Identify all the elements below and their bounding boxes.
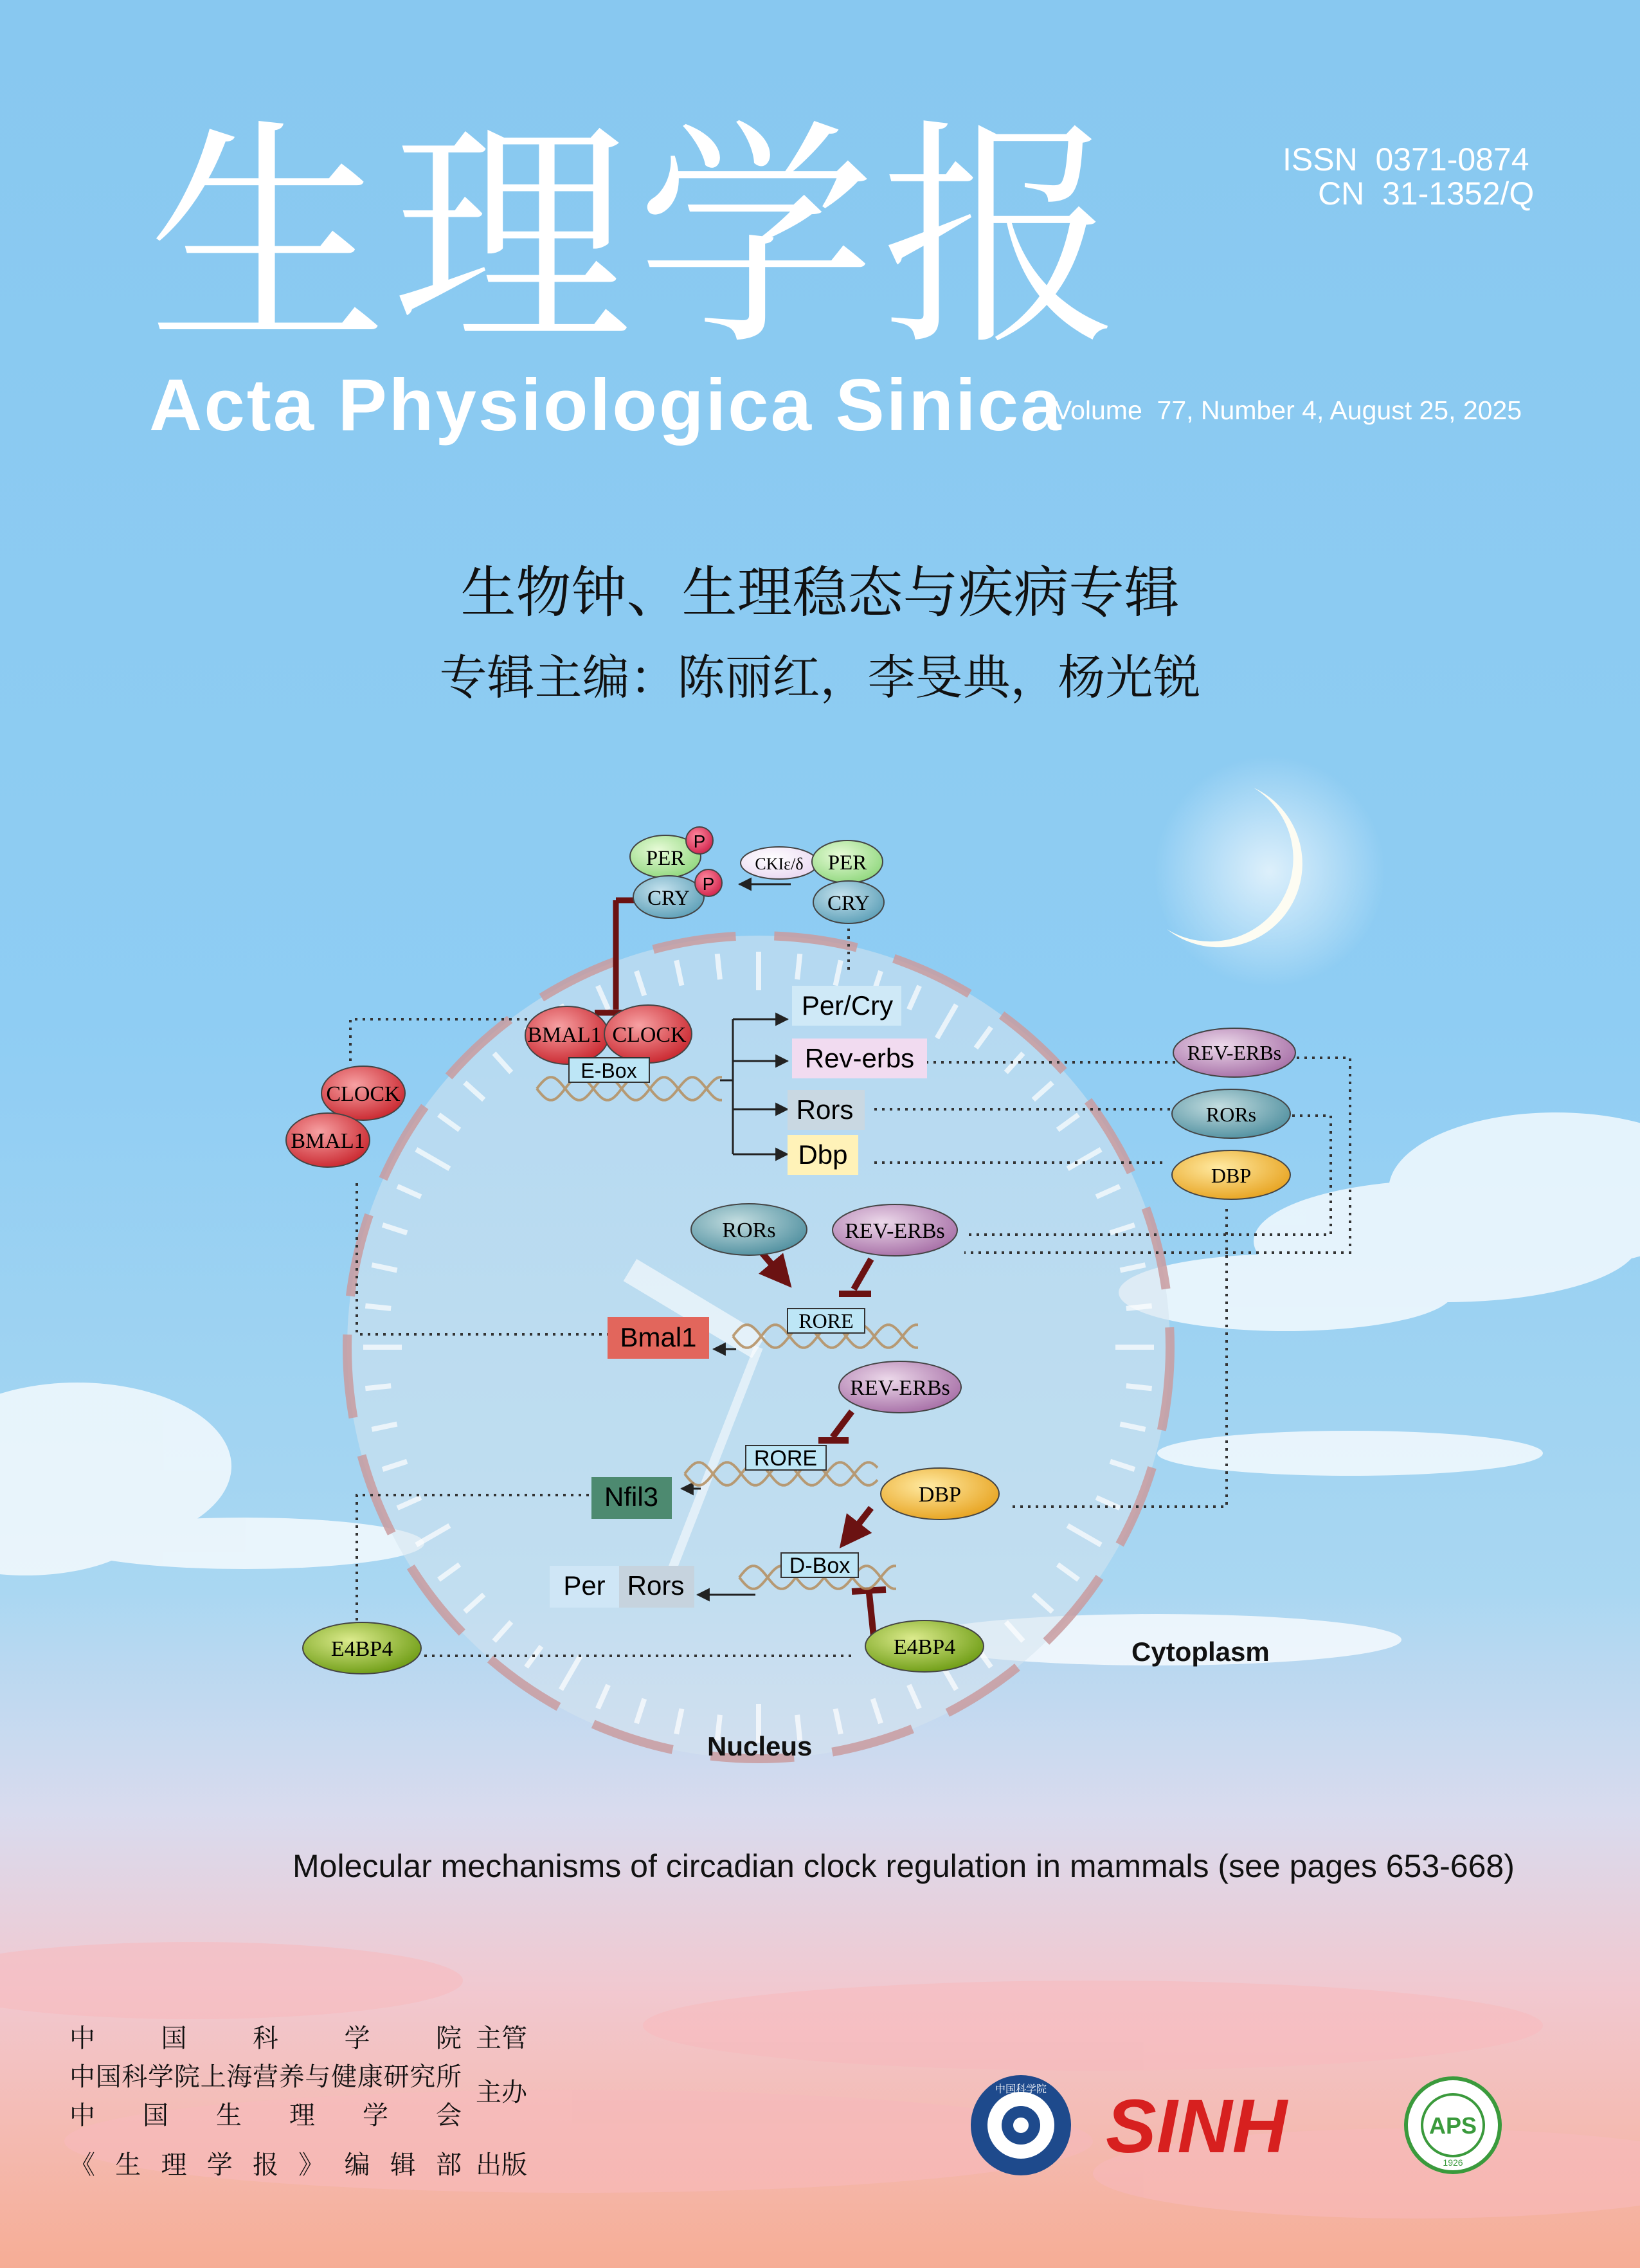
publisher-line-1: 中国科学院	[69, 2024, 462, 2053]
gene-rors: Rors	[796, 1094, 854, 1125]
rev-erbs-protein-right: REV-ERBs	[1187, 1041, 1282, 1064]
ckie-kinase: CKIε/δ	[755, 855, 804, 873]
gene-per: Per	[563, 1570, 606, 1601]
e4bp4-protein-right: E4BP4	[893, 1635, 956, 1659]
cytoplasm-label: Cytoplasm	[1131, 1637, 1270, 1667]
rore-element-2: RORE	[753, 1446, 818, 1471]
rev-erbs-protein-low: REV-ERBs	[850, 1376, 950, 1400]
cry-protein-right: CRY	[827, 892, 870, 915]
logos-row	[964, 2071, 1543, 2180]
cps-logo	[1406, 2078, 1500, 2172]
ckie-per-cry-complex	[741, 840, 884, 923]
cps-logo-text: APS	[1428, 2112, 1477, 2139]
publisher-line-4: 《生理学报》编辑部	[69, 2150, 462, 2180]
gene-rev-erbs: Rev-erbs	[804, 1043, 915, 1073]
cn-number: CN 31-1352/Q	[1318, 175, 1535, 212]
clock-protein-cytoplasm: CLOCK	[326, 1082, 401, 1106]
publisher-role-2: 主办	[476, 2078, 527, 2107]
e4bp4-protein-left: E4BP4	[330, 1637, 393, 1661]
sinh-logo-text: SINH	[1106, 2084, 1287, 2169]
per-protein-right: PER	[827, 851, 867, 875]
target-genes	[788, 986, 927, 1175]
gene-nfil3: Nfil3	[604, 1482, 659, 1512]
dbp-protein-low: DBP	[918, 1483, 962, 1507]
rors-protein-mid: RORs	[722, 1219, 776, 1242]
rev-erbs-protein-mid: REV-ERBs	[845, 1219, 945, 1243]
gene-rors-2: Rors	[627, 1570, 685, 1601]
e-box-element: E-Box	[581, 1059, 637, 1082]
issn-number: ISSN 0371-0874	[1283, 141, 1529, 177]
cas-logo	[971, 2075, 1071, 2175]
journal-title-english: Acta Physiologica Sinica	[149, 365, 1063, 446]
phosphate-1: P	[693, 831, 706, 851]
special-issue-editors: 专辑主编：陈丽红，李旻典，杨光锐	[439, 650, 1201, 705]
bmal1-protein-cytoplasm: BMAL1	[291, 1129, 365, 1153]
publisher-role-1: 主管	[476, 2024, 527, 2053]
publisher-role-4: 出版	[476, 2150, 527, 2180]
rore-bmal1-regulation	[608, 1204, 957, 1359]
cytoplasm-proteins-right	[1172, 1028, 1295, 1199]
journal-title-chinese: 生理学报	[148, 99, 1125, 377]
d-box-element: D-Box	[789, 1554, 851, 1578]
special-issue-title: 生物钟、生理稳态与疾病专辑	[460, 561, 1180, 625]
cps-logo-year: 1926	[1443, 2157, 1463, 2168]
dbp-protein-right: DBP	[1211, 1164, 1252, 1187]
per-cry-phospho-complex	[630, 827, 722, 918]
volume-issue-date: Volume 77, Number 4, August 25, 2025	[1054, 395, 1522, 425]
phosphate-2: P	[702, 874, 715, 894]
bmal1-protein-nuclear: BMAL1	[527, 1023, 602, 1047]
rore-element-1: RORE	[798, 1309, 854, 1332]
issn-block	[1283, 143, 1534, 210]
sinh-logo	[1106, 2084, 1289, 2169]
publisher-line-3: 中国生理学会	[69, 2101, 462, 2130]
clock-bmal1-cytoplasm	[286, 1066, 405, 1167]
figure-caption: Molecular mechanisms of circadian clock regulation in mammals (see pages 653-668)	[293, 1848, 1515, 1884]
rors-protein-right: RORs	[1205, 1103, 1257, 1126]
gene-per-cry: Per/Cry	[801, 990, 894, 1021]
cry-protein-top: CRY	[647, 887, 690, 910]
gene-dbp: Dbp	[798, 1139, 848, 1170]
bmal1-clock-nuclear	[525, 1005, 692, 1082]
cas-logo-text: 中国科学院	[995, 2084, 1047, 2095]
per-protein-top: PER	[645, 847, 685, 870]
gene-bmal1: Bmal1	[620, 1322, 697, 1352]
clock-protein-nuclear: CLOCK	[612, 1023, 687, 1047]
publisher-line-2: 中国科学院上海营养与健康研究所	[69, 2062, 462, 2092]
e4bp4-proteins	[303, 1620, 984, 1674]
nucleus-label: Nucleus	[707, 1731, 813, 1761]
